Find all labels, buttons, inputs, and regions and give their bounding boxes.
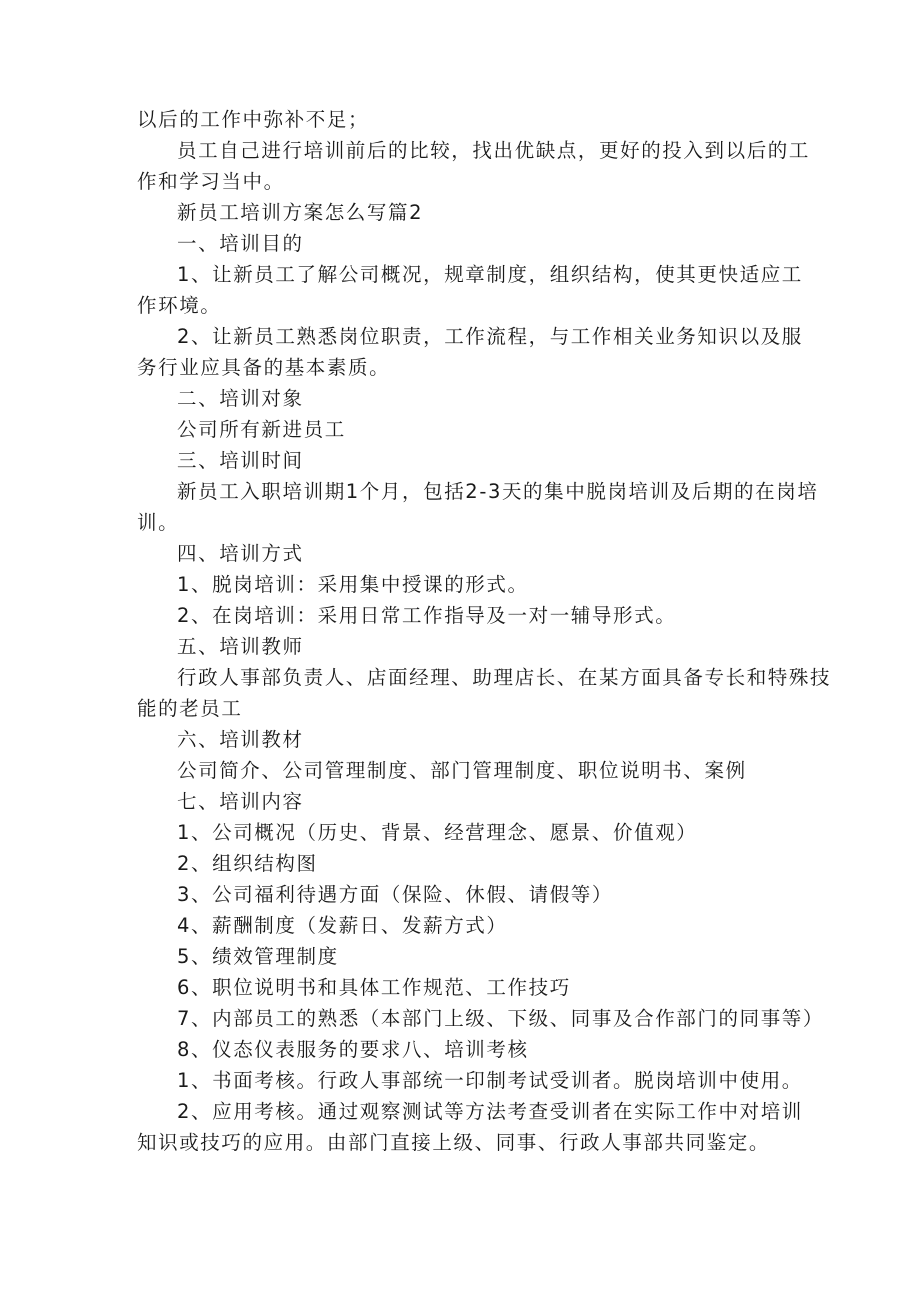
document-line: 二、培训对象 — [177, 387, 304, 410]
document-line: 1、让新员工了解公司概况，规章制度，组织结构，使其更快适应工 — [177, 263, 803, 286]
document-line: 六、培训教材 — [177, 728, 304, 751]
document-line: 3、公司福利待遇方面（保险、休假、请假等） — [177, 883, 614, 906]
document-line: 4、薪酬制度（发薪日、发薪方式） — [177, 914, 508, 937]
document-line: 员工自己进行培训前后的比较，找出优缺点，更好的投入到以后的工 — [177, 139, 811, 162]
document-line: 1、书面考核。行政人事部统一印制考试受训者。脱岗培训中使用。 — [177, 1069, 803, 1092]
document-body — [137, 104, 832, 1158]
document-line: 四、培训方式 — [177, 542, 304, 565]
document-line: 训。 — [137, 511, 180, 534]
document-line: 公司所有新进员工 — [177, 418, 346, 441]
document-line: 6、职位说明书和具体工作规范、工作技巧 — [177, 976, 571, 999]
document-line: 2、在岗培训：采用日常工作指导及一对一辅导形式。 — [177, 604, 677, 627]
document-line: 作环境。 — [137, 294, 222, 317]
document-line: 2、应用考核。通过观察测试等方法考查受训者在实际工作中对培训 — [177, 1100, 803, 1123]
document-line: 2、让新员工熟悉岗位职责，工作流程，与工作相关业务知识以及服 — [177, 325, 803, 348]
document-line: 务行业应具备的基本素质。 — [137, 356, 391, 379]
document-line: 1、脱岗培训：采用集中授课的形式。 — [177, 573, 529, 596]
document-line: 五、培训教师 — [177, 635, 304, 658]
document-line: 七、培训内容 — [177, 790, 304, 813]
document-line: 行政人事部负责人、店面经理、助理店长、在某方面具备专长和特殊技 — [177, 666, 832, 689]
document-line: 2、组织结构图 — [177, 852, 318, 875]
document-line: 7、内部员工的熟悉（本部门上级、下级、同事及合作部门的同事等） — [177, 1007, 825, 1030]
document-line: 公司简介、公司管理制度、部门管理制度、职位说明书、案例 — [177, 759, 747, 782]
document-line: 5、绩效管理制度 — [177, 945, 339, 968]
document-line: 8、仪态仪表服务的要求八、培训考核 — [177, 1038, 529, 1061]
document-line: 知识或技巧的应用。由部门直接上级、同事、行政人事部共同鉴定。 — [137, 1131, 771, 1154]
document-line: 作和学习当中。 — [137, 170, 285, 193]
document-line: 新员工入职培训期1个月，包括2-3天的集中脱岗培训及后期的在岗培 — [177, 480, 819, 503]
document-line: 以后的工作中弥补不足； — [137, 108, 370, 131]
document-line: 能的老员工 — [137, 697, 243, 720]
document-line: 一、培训目的 — [177, 232, 304, 255]
document-line: 1、公司概况（历史、背景、经营理念、愿景、价值观） — [177, 821, 698, 844]
document-line: 新员工培训方案怎么写篇2 — [177, 201, 424, 224]
document-line: 三、培训时间 — [177, 449, 304, 472]
